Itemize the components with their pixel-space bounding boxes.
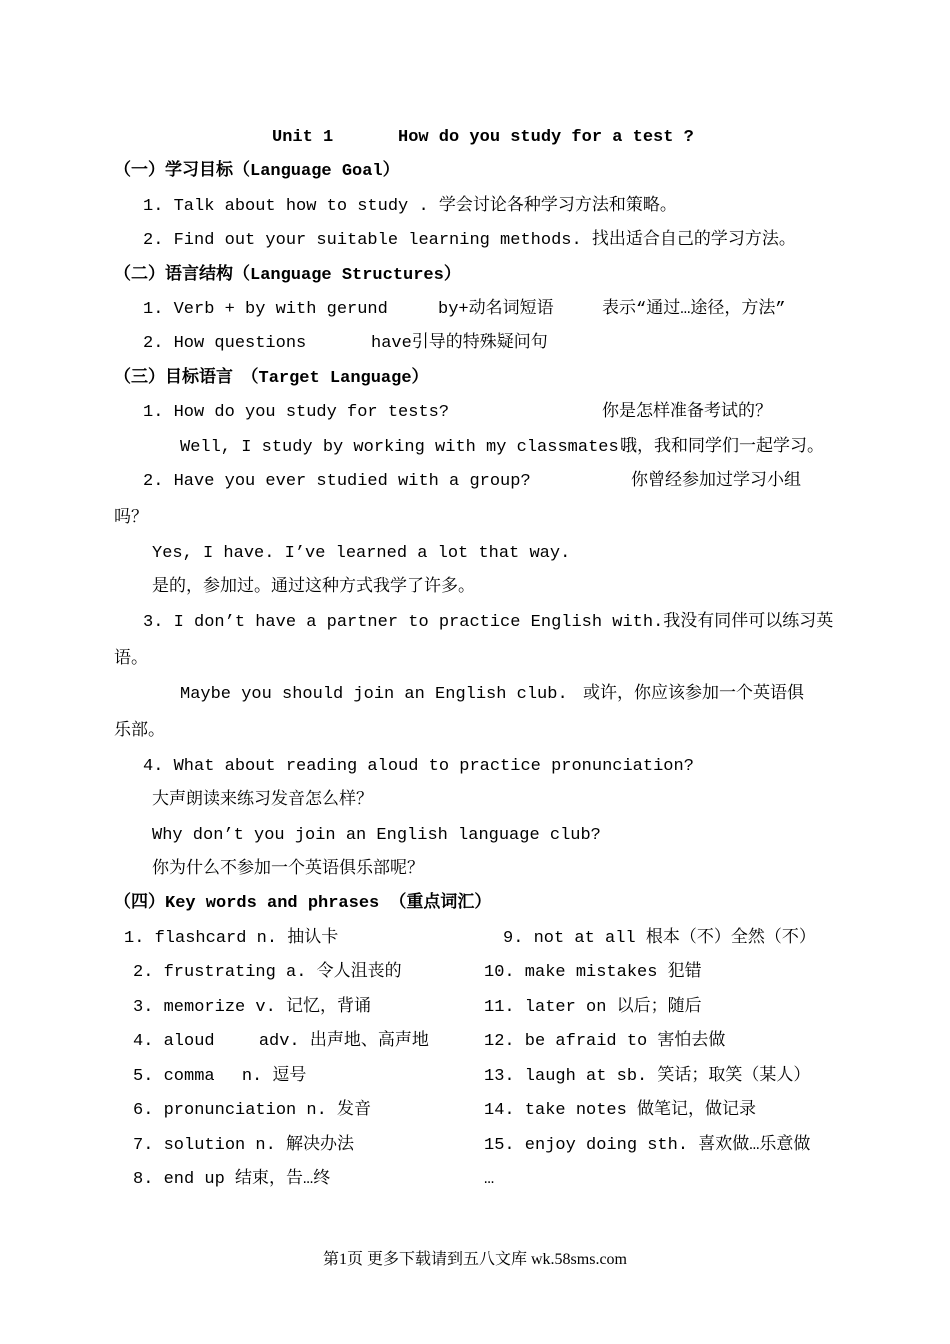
keyword-item: 13. laugh at sb. 笑话；取笑（某人） [484, 1067, 811, 1086]
section-target-heading: （三）目标语言 （Target Language） [114, 369, 429, 388]
keyword-item: 3. memorize v. 记忆，背诵 [133, 998, 372, 1017]
target-line-2-cn: 哦，我和同学们一起学习。 [620, 438, 824, 457]
keyword-item: 6. pronunciation n. 发音 [133, 1101, 372, 1120]
keyword-item: 14. take notes 做笔记，做记录 [484, 1101, 757, 1120]
structure-item-1-en: 1. Verb + by with gerund [143, 300, 388, 319]
target-line-12: 大声朗读来练习发音怎么样？ [152, 791, 373, 810]
page-footer: 第1页 更多下载请到五八文库 wk.58sms.com [322, 1251, 627, 1268]
target-line-5: Yes, I have. I’ve learned a lot that way. [152, 544, 571, 563]
structure-item-1-cn: 表示“通过…途径，方法” [602, 300, 786, 319]
target-line-14: 你为什么不参加一个英语俱乐部呢？ [152, 860, 424, 879]
section-keywords-heading: （四）Key words and phrases （重点词汇） [114, 894, 492, 913]
keyword-item: 10. make mistakes 犯错 [484, 963, 702, 982]
keyword-item: 11. later on 以后；随后 [484, 998, 702, 1017]
target-line-10: 乐部。 [114, 722, 165, 741]
target-line-1-cn: 你是怎样准备考试的？ [602, 403, 772, 422]
target-line-3-cn: 你曾经参加过学习小组 [631, 472, 801, 491]
section-structures-heading: （二）语言结构（Language Structures） [114, 266, 461, 285]
keyword-item: 1. flashcard n. 抽认卡 [124, 929, 339, 948]
target-line-9-en: Maybe you should join an English club. [180, 685, 568, 704]
keyword-item: 9. not at all 根本（不）全然（不） [503, 929, 816, 948]
target-line-4: 吗？ [114, 509, 148, 528]
target-line-3-en: 2. Have you ever studied with a group? [143, 472, 531, 491]
target-line-7: 3. I don’t have a partner to practice English with.我没有同伴可以练习英 [143, 613, 834, 632]
structure-item-2-en: 2. How questions [143, 334, 307, 353]
keyword-item: 12. be afraid to 害怕去做 [484, 1032, 726, 1051]
keyword-item: 4. aloud adv. 出声地、高声地 [133, 1032, 429, 1051]
keyword-item: 8. end up 结束，告…终 [133, 1170, 331, 1189]
keyword-item: 2. frustrating a. 令人沮丧的 [133, 963, 402, 982]
goal-item-2: 2. Find out your suitable learning methods. 找出适合自己的学习方法。 [143, 231, 796, 250]
unit-label: Unit 1 [272, 128, 334, 147]
target-line-2-en: Well, I study by working with my classmates. [180, 438, 629, 457]
target-line-9-cn: 或许，你应该参加一个英语俱 [583, 685, 804, 704]
page-title: How do you study for a test ? [398, 128, 694, 147]
target-line-6: 是的，参加过。通过这种方式我学了许多。 [152, 578, 475, 597]
structure-item-1-mid: by+动名词短语 [438, 300, 554, 319]
keyword-item: 7. solution n. 解决办法 [133, 1136, 355, 1155]
keyword-item: 5. comma n. 逗号 [133, 1067, 307, 1086]
keyword-item: … [484, 1170, 495, 1189]
structure-item-2-mid: have引导的特殊疑问句 [371, 334, 548, 353]
section-goal-heading: （一）学习目标（Language Goal） [114, 162, 400, 181]
target-line-8: 语。 [114, 650, 148, 669]
goal-item-1: 1. Talk about how to study . 学会讨论各种学习方法和策略。 [143, 197, 677, 216]
target-line-11: 4. What about reading aloud to practice pronunciation? [143, 757, 694, 776]
target-line-1-en: 1. How do you study for tests? [143, 403, 450, 422]
keyword-item: 15. enjoy doing sth. 喜欢做…乐意做 [484, 1136, 811, 1155]
target-line-13: Why don’t you join an English language club? [152, 826, 601, 845]
